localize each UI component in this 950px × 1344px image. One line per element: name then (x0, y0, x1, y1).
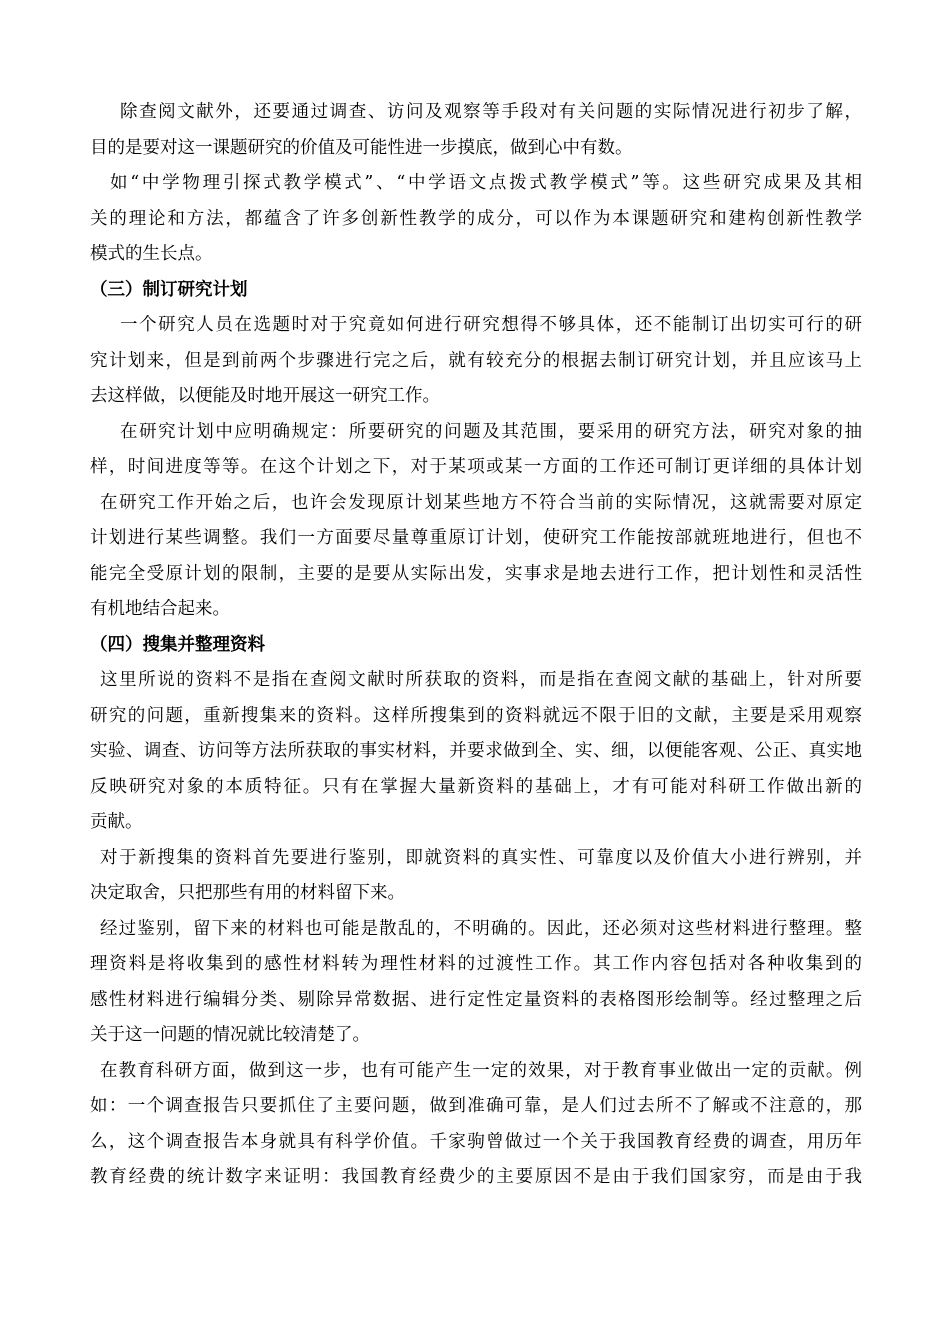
text-line: 么，这个调查报告本身就具有科学价值。千家驹曾做过一个关于我国教育经费的调查，用历年 (90, 1131, 862, 1152)
text-line: 一个研究人员在选题时对于究竟如何进行研究想得不够具体，还不能制订出切实可行的研 (120, 315, 862, 335)
text-line: 在研究工作开始之后，也许会发现原计划某些地方不符合当前的实际情况，这就需要对原定 (100, 492, 862, 513)
text-line: 样，时间进度等等。在这个计划之下，对于某项或某一方面的工作还可制订更详细的具体计划 (90, 457, 862, 477)
text-line: 理资料是将收集到的感性材料转为理性材料的过渡性工作。其工作内容包括对各种收集到的 (90, 954, 862, 974)
document-body (90, 95, 862, 1196)
text-line: 教育经费的统计数字来证明：我国教育经费少的主要原因不是由于我们国家穷，而是由于我 (90, 1167, 862, 1187)
text-line: 能完全受原计划的限制，主要的是要从实际出发，实事求是地去进行工作，把计划性和灵活性 (90, 563, 862, 584)
text-line: 感性材料进行编辑分类、剔除异常数据、进行定性定量资料的表格图形绘制等。经过整理之后 (90, 989, 862, 1010)
text-line: 实验、调查、访问等方法所获取的事实材料，并要求做到全、实、细，以便能客观、公正、真实地 (90, 741, 862, 761)
text-line: 这里所说的资料不是指在查阅文献时所获取的资料，而是指在查阅文献的基础上，针对所要 (100, 670, 862, 690)
text-line: 经过鉴别，留下来的材料也可能是散乱的，不明确的。因此，还必须对这些材料进行整理。整 (100, 918, 862, 939)
text-line: 关于这一问题的情况就比较清楚了。 (90, 1025, 370, 1045)
text-line: 有机地结合起来。 (90, 599, 230, 619)
text-line: 去这样做，以便能及时地开展这一研究工作。 (90, 386, 440, 406)
section-heading: （三）制订研究计划 (90, 279, 248, 300)
text-line: 贡献。 (90, 812, 143, 832)
text-line: 究计划来，但是到前两个步骤进行完之后，就有较充分的根据去制订研究计划，并且应该马上 (90, 350, 862, 371)
section-heading: （四）搜集并整理资料 (90, 634, 265, 655)
text-line: 如：一个调查报告只要抓住了主要问题，做到准确可靠，是人们过去所不了解或不注意的，那 (90, 1096, 862, 1116)
text-line: 在教育科研方面，做到这一步，也有可能产生一定的效果，对于教育事业做出一定的贡献。例 (100, 1060, 862, 1081)
text-line: 对于新搜集的资料首先要进行鉴别，即就资料的真实性、可靠度以及价值大小进行辨别，并 (100, 847, 862, 868)
text-line: 模式的生长点。 (90, 244, 213, 264)
text-line: 除查阅文献外，还要通过调查、访问及观察等手段对有关问题的实际情况进行初步了解， (120, 102, 862, 122)
text-line: 反映研究对象的本质特征。只有在掌握大量新资料的基础上，才有可能对科研工作做出新的 (90, 776, 862, 797)
text-line: 关的理论和方法，都蕴含了许多创新性教学的成分，可以作为本课题研究和建构创新性教学 (90, 208, 862, 229)
text-line: 在研究计划中应明确规定：所要研究的问题及其范围，要采用的研究方法，研究对象的抽 (120, 421, 862, 442)
text-line: 目的是要对这一课题研究的价值及可能性进一步摸底，做到心中有数。 (90, 137, 633, 158)
text-line: 研究的问题，重新搜集来的资料。这样所搜集到的资料就远不限于旧的文献，主要是采用观察 (90, 705, 862, 726)
text-line: 计划进行某些调整。我们一方面要尽量尊重原订计划，使研究工作能按部就班地进行，但也不 (90, 528, 862, 548)
text-line: 决定取舍，只把那些有用的材料留下来。 (90, 883, 405, 903)
text-line: 如“中学物理引探式教学模式”、“中学语文点拨式教学模式”等。这些研究成果及其相 (110, 173, 862, 193)
